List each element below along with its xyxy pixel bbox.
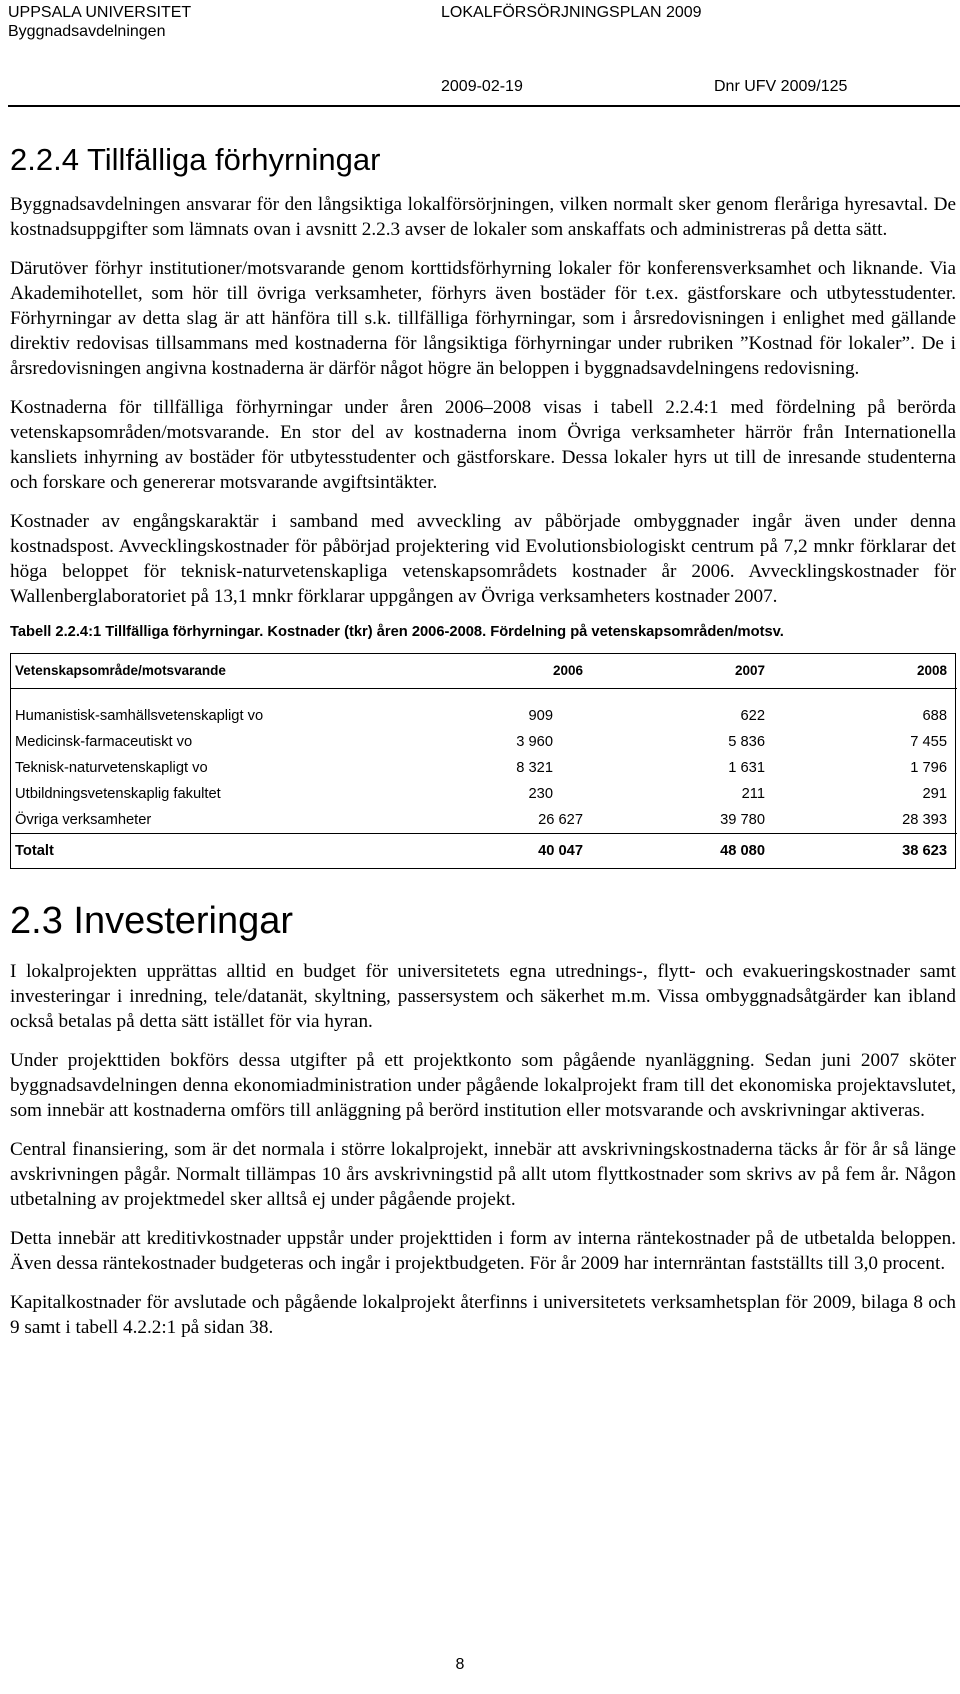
column-header: Vetenskapsområde/motsvarande xyxy=(11,654,411,689)
header-doc-title: LOKALFÖRSÖRJNINGSPLAN 2009 xyxy=(441,4,702,21)
header-date: 2009-02-19 xyxy=(441,78,523,95)
page-number: 8 xyxy=(455,1656,465,1673)
table-row xyxy=(11,755,957,781)
table-caption: Tabell 2.2.4:1 Tillfälliga förhyrningar. Kostnader (tkr) åren 2006-2008. Fördelning på vetenskapsområden/motsv. xyxy=(10,624,784,640)
header-ref: Dnr UFV 2009/125 xyxy=(714,78,848,95)
table-cell: 909 xyxy=(528,708,553,724)
header-rule xyxy=(8,105,960,107)
page-content xyxy=(10,140,956,1354)
table-cell: 230 xyxy=(528,786,553,802)
table-cell: 5 836 xyxy=(728,734,765,750)
paragraph: Central finansiering, som är det normala i större lokalprojekt, innebär att avskrivningskostnaderna täcks år för år så länge avskrivningen pågår. Normalt tillämpas 10 års avskrivningstid på allt utom flyttkostnader som skrivs av på fem år. Någon utbetalning av projektmedel sker alltså ej under pågående projekt. xyxy=(10,1139,956,1210)
column-header: 2007 xyxy=(593,654,775,689)
paragraph: Detta innebär att kreditivkostnader uppstår under projekttiden i form av interna räntekostnader på de utbetalda beloppen. Även dessa räntekostnader budgeteras och ingår i projektbudgeten. För år 2009 har internräntan fastställts till 3,0 procent. xyxy=(10,1228,956,1274)
paragraph: Kapitalkostnader för avslutade och pågående lokalprojekt återfinns i universitetets verksamhetsplan för 2009, bilaga 8 och 9 samt i tabell 4.2.2:1 på sidan 38. xyxy=(10,1292,956,1338)
header-org: UPPSALA UNIVERSITET xyxy=(8,4,192,21)
table-cell: 291 xyxy=(922,786,947,802)
table-cell: 26 627 xyxy=(538,812,583,828)
table-cell: 211 xyxy=(741,786,765,802)
table-cell: 1 796 xyxy=(910,760,947,776)
paragraph: Kostnaderna för tillfälliga förhyrningar under åren 2006–2008 visas i tabell 2.2.4:1 med fördelning på berörda vetenskapsområden/motsvarande. En stor del av kostnaderna inom Övriga verksamheter härrör från Internationella kansliets inhyrning av bostäder för utbytesstudenter och gästforskare. Dessa lokaler hyrs ut till de inresande studenterna och forskare och genererar motsvarande avgiftsintäkter. xyxy=(10,397,956,493)
paragraph: Kostnader av engångskaraktär i samband med avveckling av påbörjade ombyggnader ingår även under denna kostnadspost. Avvecklingskostnader för påbörjad projektering vid Evolutionsbiologiskt centrum på 7,2 mnkr förklarar det höga beloppet för teknisk-naturvetenskapliga vetenskapsområdets kostnader år 2006. Avvecklingskostnader för Wallenberglaboratoriet på 13,1 mnkr förklarar uppgången av Övriga verksamheters kostnader 2007. xyxy=(10,511,956,607)
table-row xyxy=(11,781,957,807)
table-row xyxy=(11,729,957,755)
table-cell: 622 xyxy=(740,708,765,724)
table-cell: Utbildningsvetenskaplig fakultet xyxy=(15,786,221,802)
table-total-row xyxy=(11,834,957,869)
column-header: 2008 xyxy=(775,654,957,689)
total-cell: 40 047 xyxy=(411,834,593,869)
table-cell: 28 393 xyxy=(902,812,947,828)
table-cell: 8 321 xyxy=(516,760,553,776)
total-cell: 38 623 xyxy=(775,834,957,869)
table-cell: 3 960 xyxy=(516,734,553,750)
table-row xyxy=(11,703,957,729)
table-cell: 1 631 xyxy=(728,760,765,776)
table-row xyxy=(11,807,957,834)
table-header-row xyxy=(11,654,957,689)
section-heading-2-3: 2.3 Investeringar xyxy=(10,900,294,942)
table-cell: Humanistisk-samhällsvetenskapligt vo xyxy=(15,708,264,724)
section-heading-2-2-4: 2.2.4 Tillfälliga förhyrningar xyxy=(10,142,381,177)
table-cell: Teknisk-naturvetenskapligt vo xyxy=(15,760,208,776)
total-cell: 48 080 xyxy=(593,834,775,869)
table-cell: 39 780 xyxy=(720,812,765,828)
table-cell: 7 455 xyxy=(910,734,947,750)
total-label: Totalt xyxy=(11,834,411,869)
table-cell: 688 xyxy=(922,708,947,724)
paragraph: I lokalprojekten upprättas alltid en budget för universitetets egna utrednings-, flytt- och evakueringskostnader samt investeringar i inredning, tele/datanät, skyltning, passersystem och säkerhet m.m. Vissa ombyggnadsåtgärder kan ibland också betalas på detta sätt istället för via hyran. xyxy=(10,961,956,1032)
paragraph: Byggnadsavdelningen ansvarar för den långsiktiga lokalförsörjningen, vilken normalt sker genom fleråriga hyresavtal. De kostnadsuppgifter som lämnats ovan i avsnitt 2.2.3 avser de lokaler som anskaffats och administreras på detta sätt. xyxy=(10,194,956,240)
paragraph: Under projekttiden bokförs dessa utgifter på ett projektkonto som pågående nyanläggning. Sedan juni 2007 sköter byggnadsavdelningen denna ekonomiadministration under pågående lokalprojekt fram till det ekonomiska projektavslutet, som innebär att kostnaderna omförs till anläggning på berörd institution eller motsvarande och avskrivningar aktiveras. xyxy=(10,1050,956,1121)
cost-table xyxy=(10,653,956,869)
column-header: 2006 xyxy=(411,654,593,689)
table-cell: Medicinsk-farmaceutiskt vo xyxy=(15,734,193,750)
header-dept: Byggnadsavdelningen xyxy=(8,23,166,40)
paragraph: Därutöver förhyr institutioner/motsvarande genom korttidsförhyrning lokaler för konferensverksamhet och liknande. Via Akademihotellet, som hör till övriga verksamheter, förhyrs även bostäder för t.ex. gästforskare och utbytesstudenter. Förhyrningar av detta slag är att hänföra till s.k. tillfälliga förhyrningar, som i årsredovisningen i enlighet med gällande direktiv redovisas tillsammans med kostnaderna för långsiktiga förhyrningar under rubriken ”Kostnad för lokaler”. De i årsredovisningen angivna kostnaderna är därför något högre än beloppen i byggnadsavdelningens redovisning. xyxy=(10,258,956,379)
table-cell: Övriga verksamheter xyxy=(15,812,152,828)
